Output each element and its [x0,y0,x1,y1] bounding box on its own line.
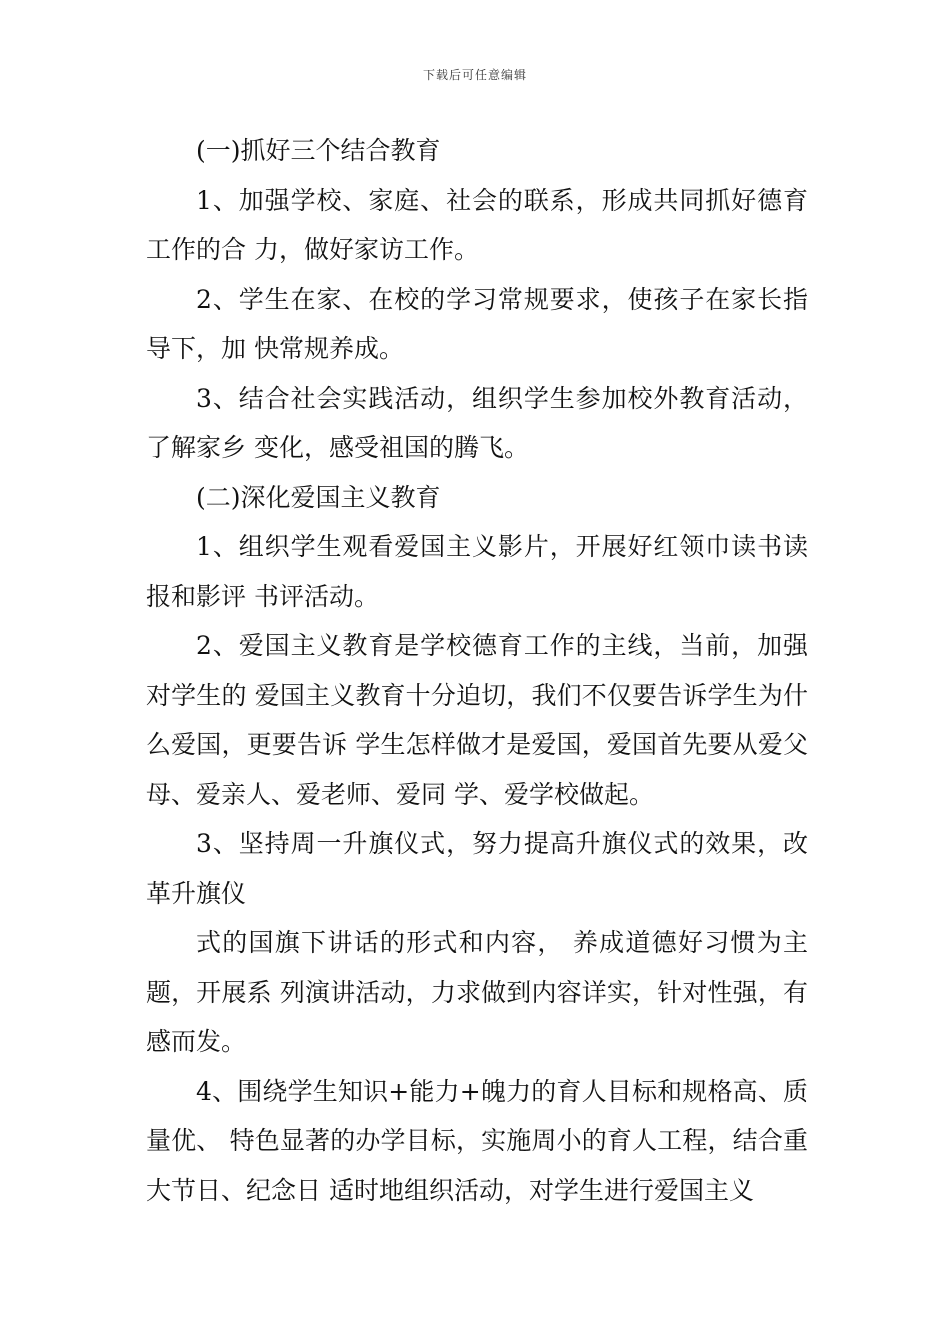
section-heading-2: (二)深化爱国主义教育 [196,482,441,512]
paragraph-2-4: 4、围绕学生知识+能力+魄力的育人目标和规格高、质量优、 特色显著的办学目标，实施周小的育人工程，结合重大节日、纪念日 适时地组织活动，对学生进行爱国主义 [146,1076,808,1205]
paragraph-1-1: 1、加强学校、家庭、社会的联系，形成共同抓好德育工作的合 力，做好家访工作。 [146,185,808,264]
paragraph-2-3: 3、坚持周一升旗仪式，努力提高升旗仪式的效果，改革升旗仪 [146,829,808,908]
paragraph-2-2: 2、爱国主义教育是学校德育工作的主线，当前，加强对学生的 爱国主义教育十分迫切，我们不仅要告诉学生为什么爱国，更要告诉 学生怎样做才是爱国，爱国首先要从爱父母、爱亲人、爱老师、爱同 学、爱学校做起。 [146,631,808,809]
document-body [146,126,808,1215]
paragraph-2-3-continued: 式的国旗下讲话的形式和内容， 养成道德好习惯为主题，开展系 列演讲活动，力求做到内容详实，针对性强，有感而发。 [146,928,808,1056]
section-heading-1: (一)抓好三个结合教育 [196,136,441,165]
page-header: 下载后可任意编辑 [422,68,527,82]
paragraph-1-2: 2、学生在家、在校的学习常规要求，使孩子在家长指导下，加 快常规养成。 [146,284,808,363]
paragraph-1-3: 3、结合社会实践活动，组织学生参加校外教育活动，了解家乡 变化，感受祖国的腾飞。 [146,383,808,462]
paragraph-2-1: 1、组织学生观看爱国主义影片，开展好红领巾读书读报和影评 书评活动。 [146,532,808,611]
